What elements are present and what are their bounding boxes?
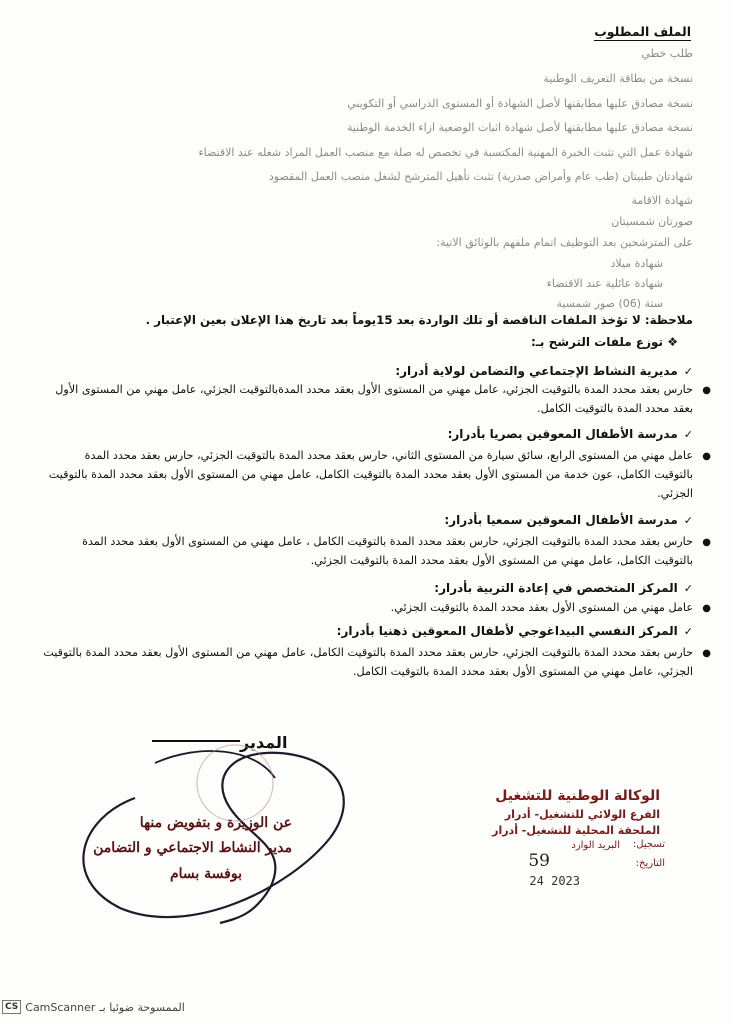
camscanner-logo-icon: CS (2, 1000, 21, 1014)
note-text: لا تؤخذ الملفات الناقصة أو تلك الواردة بعد 15يوماً بعد تاريخ هذا الإعلان بعين الإعتبار . (145, 313, 641, 327)
section-body: عامل مهني من المستوى الأول بعقد محدد المدة بالتوقيت الجزئي. (390, 601, 693, 614)
stamp-line: الوكالة الوطنية للتشغيل (495, 788, 660, 804)
section-title: ✓مدرسة الأطفال المعوقين سمعيا بأدرار: (33, 511, 693, 530)
signature-scribble (40, 738, 370, 938)
check-icon: ✓ (683, 514, 693, 527)
distribution-heading (531, 335, 678, 349)
bullet-icon: ● (702, 648, 711, 659)
diamond-bullet-icon: ❖ (667, 335, 678, 349)
footer-caption: الممسوحة ضوئيا بـ (99, 1000, 185, 1014)
faint-item: طلب خطي (641, 47, 693, 60)
stamp-line: البريد الوارد (571, 840, 620, 851)
handwritten-line: مدير النشاط الاجتماعي و التضامن (93, 840, 292, 856)
agency-stamp (420, 776, 665, 896)
check-icon: ✓ (683, 582, 693, 595)
section-title: ✓مدرسة الأطفال المعوقين بصريا بأدرار: (33, 425, 693, 444)
section-title: ✓مديرية النشاط الإجتماعي والتضامن لولاية أدرار: (33, 362, 693, 381)
faint-item: على المترشحين بعد التوظيف اتمام ملفهم بالوثائق الاتية: (436, 236, 693, 249)
scanner-watermark (2, 1000, 185, 1014)
section-title: ✓المركز النفسي البيداغوجي لأطفال المعوقين ذهنيا بأدرار: (33, 622, 693, 641)
stamp-label: تسجيل: (632, 839, 665, 850)
check-icon: ✓ (683, 428, 693, 441)
stamp-number: 59 (528, 851, 550, 871)
section-body: حارس بعقد محدد المدة بالتوقيت الجزئي، حارس بعقد محدد المدة بالتوقيت الكامل، عامل مهني من المستوى الأول بعقد محدد المدة بالتوقيت الجزئي، عامل مهني من المستوى الأول بعقد محدد المدة بالتوقيت الكامل. (43, 646, 693, 678)
note-label: ملاحظة: (644, 313, 693, 327)
check-icon: ✓ (683, 625, 693, 638)
faint-item: شهادة عمل التي تثبت الخبرة المهنية المكتسبة في تخصص له صلة مع منصب العمل المراد شغله عند الاقتضاء (198, 146, 693, 159)
director-title: المدير (240, 733, 288, 752)
page-title: الملف المطلوب (594, 24, 691, 39)
faint-item: شهادتان طبيتان (طب عام وأمراض صدرية) تثبت تأهيل المترشح لشغل منصب العمل المقصود (268, 170, 693, 183)
stamp-date: 2023 24 (529, 874, 580, 888)
faint-item: نسخة من بطاقة التعريف الوطنية (543, 72, 693, 85)
section-body: حارس بعقد محدد المدة بالتوقيت الجزئي، عامل مهني من المستوى الأول بعقد محدد المدةبالتوقيت الجزئي، عامل مهني من المستوى الأول بعقد محدد المدة بالتوقيت الكامل. (55, 383, 693, 415)
faint-item: شهادة عائلية عند الاقتضاء (546, 277, 663, 290)
bullet-icon: ● (702, 537, 711, 548)
faint-item: نسخة مصادق عليها مطابقتها لأصل الشهادة أو المستوى الدراسي أو التكويني (347, 97, 693, 110)
stamp-line: الفرع الولائي للتشغيل- أدرار (504, 808, 660, 821)
stamp-line: الملحقة المحلية للتشغيل- أدرار (492, 824, 660, 837)
handwritten-line: بوفسة بسام (169, 866, 242, 882)
note (33, 311, 693, 329)
faint-item: شهادة الاقامة (631, 194, 693, 207)
section-body: عامل مهني من المستوى الرابع، سائق سيارة من المستوى الثاني، حارس بعقد محدد المدة بالتوقيت الجزئي، حارس بعقد محدد المدة بالتوقيت الكامل، عون خدمة من المستوى الأول بعقد محدد المدة بالتوقيت الكامل، عامل مهني من المستوى الأول بعقد محدد المدة بالتوقيت الجزئي. (48, 449, 693, 500)
section-body: حارس بعقد محدد المدة بالتوقيت الجزئي، حارس بعقد محدد المدة بالتوقيت الكامل ، عامل مهني من المستوى الأول بعقد محدد المدة بالتوقيت الكامل، عامل مهني من المستوى الأول بعقد محدد المدة بالتوقيت الجزئي. (82, 535, 693, 567)
bullet-icon: ● (702, 603, 711, 614)
handwritten-line: عن الوزيرة و بتفويض منها (139, 815, 292, 831)
stamp-label: التاريخ: (635, 858, 665, 869)
faint-item: نسخة مصادق عليها مطابقتها لأصل شهادة اثبات الوضعية ازاء الخدمة الوطنية (346, 121, 693, 134)
faint-item: شهادة ميلاد (610, 257, 663, 270)
section-title: ✓المركز المتخصص في إعادة التربية بأدرار: (33, 579, 693, 598)
bullet-icon: ● (702, 385, 711, 396)
footer-app: CamScanner (25, 1000, 96, 1014)
distribution-text: توزع ملفات الترشح بـ: (531, 335, 664, 349)
faint-item: ستة (06) صور شمسية (556, 297, 663, 310)
check-icon: ✓ (683, 365, 693, 378)
bullet-icon: ● (702, 451, 711, 462)
faint-item: صورتان شمسيتان (611, 215, 693, 228)
